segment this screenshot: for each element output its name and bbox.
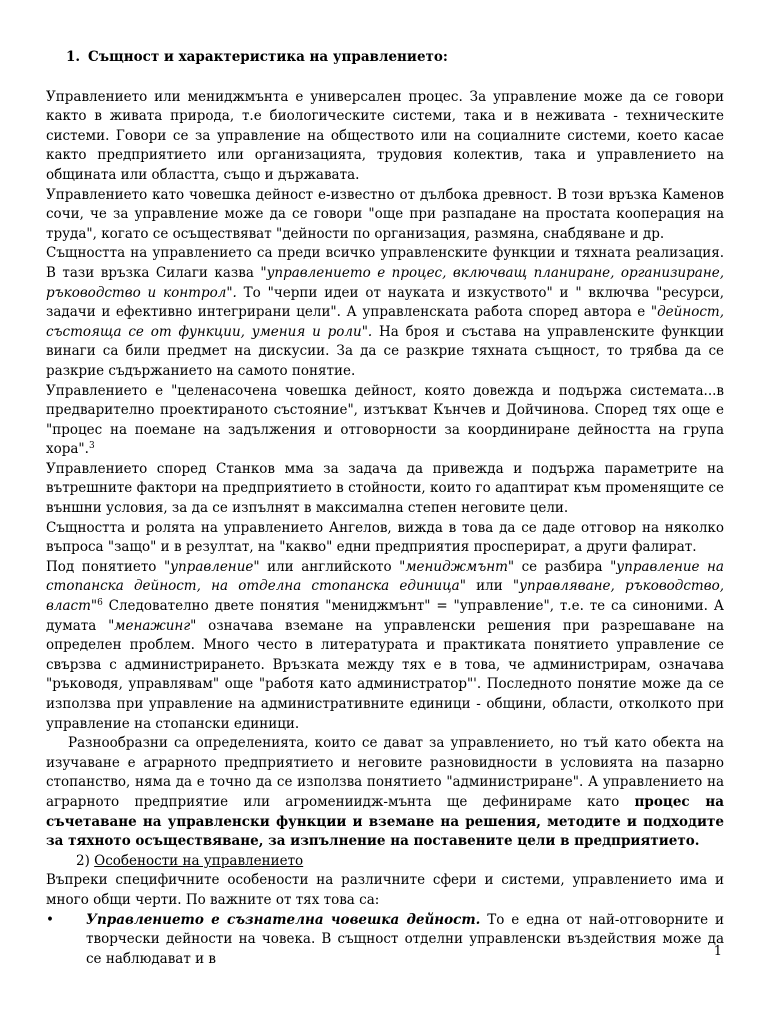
text-run: се разбира bbox=[514, 558, 611, 575]
paragraph-7 bbox=[46, 558, 724, 734]
text-run: или английското bbox=[259, 558, 400, 575]
paragraph-2: Управлението като човешка дейност е-известно от дълбока древност. В този връзка Каменов сочи, че за управление може да се говори "още при разпадане на простата кооперация на труда", когато се осъществяват "дейности по организация, размяна, снабдяване и др. bbox=[46, 186, 724, 242]
italic-term: "мениджмънт" bbox=[399, 558, 515, 575]
footnote-marker: 6 bbox=[97, 598, 103, 609]
text-run: Следователно двете понятия "мениджмънт" = "управление", т.е. те са синоними. А думата bbox=[46, 598, 724, 634]
bullet-text bbox=[86, 911, 724, 970]
italic-quote: "управление на стопанска дейност, на отделна стопанска единица" bbox=[46, 558, 724, 595]
paragraph-1: Управлението или мениджмънта е универсален процес. За управление може да се говори както в живата природа, т.е биологическите системи, така и в неживата - техническите системи. Говори се за управление на обществото или на социалните системи, което касае както предприятието или организацията, трудовия колектив, така и управлението на общината или областта, също и държавата. bbox=[46, 88, 724, 183]
text-run: или bbox=[465, 578, 513, 595]
heading-title: Същност и характеристика на управлението: bbox=[88, 49, 448, 65]
text-run: Под понятието bbox=[46, 558, 164, 575]
text-run: На броя и състава на управленските функции винаги са били предмет на дискусии. За да се разкрие тяхната същност, то трябва да се разкрие съдържанието на самото понятие. bbox=[46, 323, 724, 379]
bullet-lead: Управлението е съзнателна човешка дейност. bbox=[86, 911, 481, 928]
paragraph-5: Управлението според Станков мма за задача да привежда и подържа параметрите на вътрешните фактори на предприятието в стойности, които го адаптират към променящите се външни условия, за да се изпълнят в максимална степен неговите цели. bbox=[46, 460, 724, 517]
document-body bbox=[46, 48, 724, 969]
italic-term: "управление" bbox=[163, 558, 260, 575]
paragraph-6: Същността и ролята на управлението Ангелов, вижда в това да се даде отговор на няколко въпроса "защо" и в резултат, на "какво" едни предприятия просперират, а други фалират. bbox=[46, 519, 724, 556]
bold-definition: процес на съчетаване на управленски функции и вземане на решения, методите и подходите за тяхното осъществяване, за изпълнение на поставените цели в предприятието. bbox=[46, 793, 725, 850]
text-run: Управлението е "целенасочена човешка дейност, която довежда и подържа системата...в предварително проектираното състояние", изтъкват Кънчев и Дойчинова. Според тях още е "процес на поемане на задължения и отговорности за координиране дейността на група хора". bbox=[46, 382, 724, 458]
section-heading bbox=[46, 48, 724, 68]
text-run: означава вземане на управленски решения при разрешаване на определен проблем. Много често в литературата и практиката понятието управление се свързва с администрирането. Връзката между тях е в това, че администрирам, означава "ръководя, управлявам" още "работя като администратор"'. Последното понятие може да се използва при управление на административните единици - общини, области, отколкото при управление на стопански единици. bbox=[46, 617, 724, 732]
paragraph-3 bbox=[46, 244, 724, 381]
paragraph-9: Въпреки специфичните особености на различните сфери и системи, управлението има и много общи черти. По важните от тях това са: bbox=[46, 872, 724, 908]
italic-term: "менажинг" bbox=[108, 617, 197, 634]
footnote-marker: 3 bbox=[88, 441, 95, 452]
heading-number: 1. bbox=[66, 49, 81, 65]
paragraph-4 bbox=[46, 382, 724, 460]
section-2-heading bbox=[46, 852, 724, 872]
bullet-icon: • bbox=[46, 911, 54, 928]
text-run: То е една от най-отговорните и творчески дейности на човека. В същност отделни управленски въздействия може да се наблюдават и в bbox=[86, 911, 724, 967]
italic-quote: "управлението е процес, включващ планиране, организиране, ръководство и контрол". bbox=[46, 264, 724, 301]
section-title: Особености на управлението bbox=[94, 852, 304, 869]
text-run: Същността на управлението са преди всичко управленските функции и тяхната реализация. В тази връзка Силаги казва bbox=[46, 245, 724, 281]
bullet-item bbox=[46, 911, 724, 970]
italic-quote: "управляване, ръководство, власт" bbox=[46, 578, 725, 615]
section-number: 2) bbox=[76, 852, 90, 869]
text-run: Разнообразни са определенията, които се дават за управлението, но тъй като обекта на изучаване е аграрното предприятието и неговите разновидности в условията на пазарно стопанство, няма да е точно да се използва понятието "администриране". А управлението на аграрното предприятие или агромениидж-мънта ще дефинираме като bbox=[46, 735, 724, 810]
page-number: 1 bbox=[713, 944, 722, 959]
paragraph-8 bbox=[46, 734, 724, 852]
text-run: То "черпи идеи от науката и изкуството" и " включва "ресурси, задачи и ефективно интегрирани цели". А управленската работа според автора е bbox=[46, 284, 724, 321]
italic-quote: "дейност, състояща се от функции, умения и роли". bbox=[46, 304, 724, 340]
